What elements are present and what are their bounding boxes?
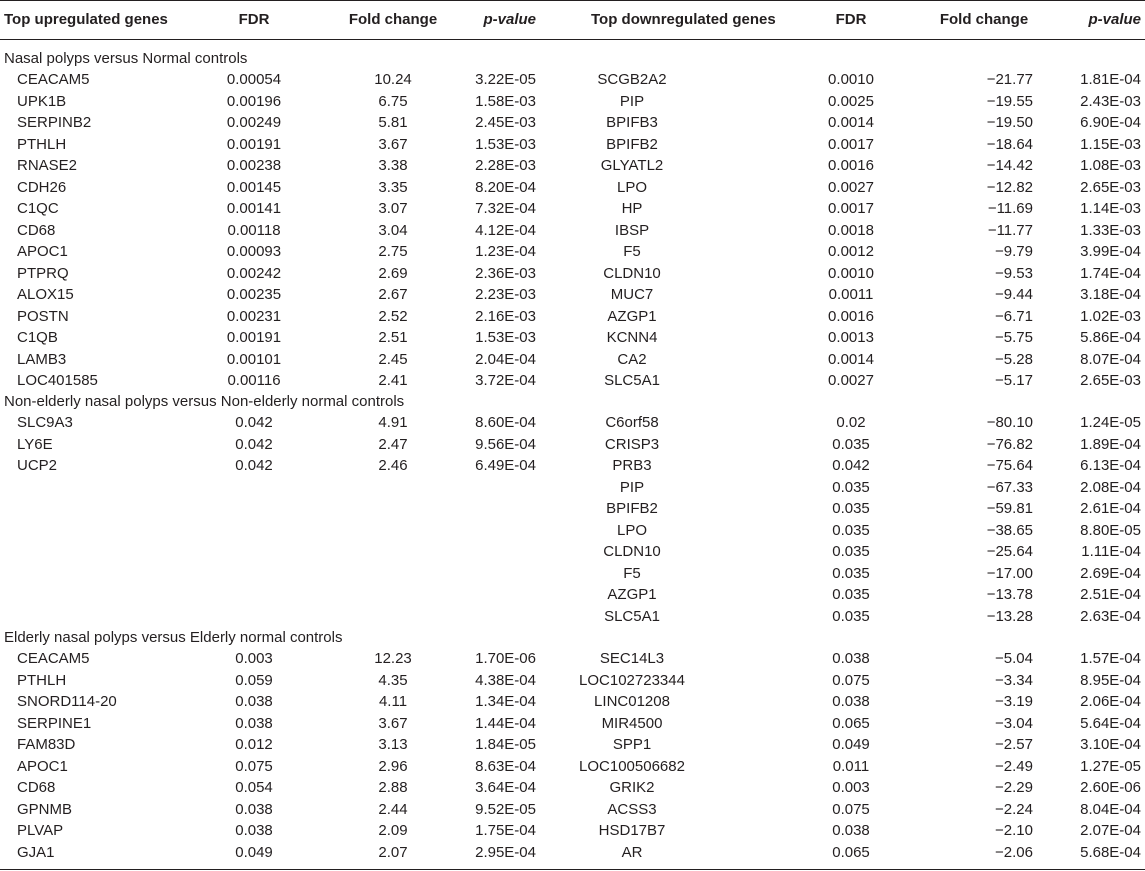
downregulated-fold-change: −5.17	[995, 372, 1033, 389]
header-p-value-down	[1088, 9, 1141, 30]
downregulated-p-value: 1.02E-03	[1080, 307, 1141, 325]
downregulated-p-value: 2.63E-04	[1080, 607, 1141, 625]
downregulated-fdr: 0.049	[832, 736, 870, 753]
downregulated-gene: PIP	[619, 92, 645, 110]
upregulated-p-value: 1.70E-06	[475, 650, 536, 667]
upregulated-fold-change: 3.13	[378, 736, 408, 753]
downregulated-fdr: 0.0016	[828, 157, 874, 174]
upregulated-gene: APOC1	[17, 243, 68, 260]
downregulated-p-value: 1.08E-03	[1080, 157, 1141, 174]
downregulated-p-value: 5.86E-04	[1080, 329, 1141, 346]
upregulated-gene: PTHLH	[17, 135, 67, 153]
downregulated-p-value: 6.90E-04	[1080, 114, 1141, 131]
upregulated-gene: FAM83D	[17, 736, 76, 753]
upregulated-fdr: 0.00145	[226, 178, 282, 196]
downregulated-fold-change: −14.42	[986, 157, 1033, 174]
downregulated-p-value: 1.57E-04	[1080, 650, 1141, 667]
upregulated-p-value: 2.95E-04	[475, 843, 536, 861]
bottom-rule	[0, 869, 1145, 870]
downregulated-p-value: 2.60E-06	[1080, 779, 1141, 796]
upregulated-p-value: 9.56E-04	[475, 435, 536, 453]
upregulated-p-value: 1.34E-04	[475, 693, 536, 710]
downregulated-p-value: 1.11E-04	[1081, 543, 1141, 560]
downregulated-gene: F5	[623, 243, 641, 260]
downregulated-p-value: 8.07E-04	[1080, 350, 1141, 368]
upregulated-gene: CD68	[17, 779, 56, 796]
downregulated-fdr: 0.035	[832, 478, 870, 496]
downregulated-fold-change: −38.65	[986, 521, 1033, 539]
upregulated-p-value: 2.16E-03	[475, 307, 536, 325]
upregulated-fdr: 0.00191	[226, 135, 282, 153]
downregulated-fold-change: −2.06	[995, 843, 1033, 861]
downregulated-fold-change: −2.57	[995, 736, 1033, 753]
upregulated-gene: PLVAP	[17, 822, 64, 839]
downregulated-fold-change: −13.78	[986, 586, 1033, 603]
upregulated-fdr: 0.059	[235, 671, 273, 689]
upregulated-fdr: 0.038	[235, 693, 273, 710]
upregulated-p-value: 2.23E-03	[475, 286, 536, 303]
upregulated-fdr: 0.00191	[226, 329, 282, 346]
upregulated-fold-change: 3.04	[378, 221, 408, 239]
downregulated-gene: CRISP3	[604, 435, 660, 453]
upregulated-p-value: 1.53E-03	[475, 329, 536, 346]
header-fdr-up: FDR	[238, 11, 270, 28]
downregulated-p-value: 8.95E-04	[1080, 671, 1141, 689]
downregulated-gene: MUC7	[610, 286, 654, 303]
upregulated-fold-change: 3.38	[378, 157, 408, 174]
downregulated-p-value: 2.65E-03	[1080, 372, 1141, 389]
upregulated-fold-change: 3.35	[378, 178, 408, 196]
downregulated-gene: LOC102723344	[579, 671, 685, 689]
downregulated-fdr: 0.0011	[828, 286, 874, 303]
downregulated-fdr: 0.0014	[828, 350, 874, 368]
upregulated-fdr: 0.003	[235, 650, 273, 667]
downregulated-fold-change: −76.82	[986, 435, 1033, 453]
downregulated-fold-change: −19.55	[986, 92, 1033, 110]
downregulated-fdr: 0.035	[832, 521, 870, 539]
downregulated-p-value: 1.14E-03	[1080, 200, 1141, 217]
downregulated-gene: IBSP	[614, 221, 650, 239]
upregulated-fdr: 0.038	[235, 800, 273, 818]
upregulated-gene: RNASE2	[17, 157, 78, 174]
upregulated-fdr: 0.00116	[227, 372, 281, 389]
section-title: Nasal polyps versus Normal controls	[4, 50, 248, 67]
upregulated-fold-change: 3.07	[378, 200, 408, 217]
upregulated-p-value: 1.23E-04	[475, 243, 536, 260]
downregulated-fold-change: −3.19	[995, 693, 1033, 710]
upregulated-fold-change: 12.23	[374, 650, 412, 667]
upregulated-fold-change: 2.96	[378, 757, 408, 775]
header-top-upregulated-genes: Top upregulated genes	[4, 11, 168, 28]
downregulated-gene: SPP1	[612, 736, 652, 753]
downregulated-p-value: 2.43E-03	[1080, 92, 1141, 110]
downregulated-fdr: 0.075	[832, 800, 870, 818]
downregulated-gene: CA2	[617, 350, 647, 368]
upregulated-p-value: 3.64E-04	[475, 779, 536, 796]
upregulated-fold-change: 2.46	[378, 457, 408, 474]
upregulated-fdr: 0.00231	[226, 307, 282, 325]
downregulated-gene: PIP	[619, 478, 645, 496]
downregulated-fold-change: −9.79	[995, 243, 1033, 260]
downregulated-fdr: 0.035	[832, 607, 870, 625]
downregulated-fold-change: −75.64	[986, 457, 1033, 474]
downregulated-fold-change: −11.77	[987, 221, 1033, 239]
upregulated-p-value: 8.63E-04	[475, 757, 536, 775]
downregulated-p-value: 8.04E-04	[1080, 800, 1141, 818]
downregulated-p-value: 8.80E-05	[1080, 521, 1141, 539]
upregulated-p-value: 1.53E-03	[475, 135, 536, 153]
upregulated-p-value: 1.44E-04	[475, 714, 536, 732]
upregulated-fdr: 0.042	[235, 414, 273, 431]
downregulated-fdr: 0.02	[836, 414, 866, 431]
downregulated-fdr: 0.035	[832, 500, 870, 517]
upregulated-fold-change: 2.75	[378, 243, 408, 260]
upregulated-p-value: 1.58E-03	[475, 92, 536, 110]
downregulated-p-value: 1.27E-05	[1080, 757, 1141, 775]
upregulated-fdr: 0.012	[235, 736, 273, 753]
upregulated-fdr: 0.00141	[226, 200, 282, 217]
upregulated-gene: APOC1	[17, 757, 68, 775]
upregulated-fdr: 0.054	[235, 779, 273, 796]
upregulated-fdr: 0.049	[235, 843, 273, 861]
downregulated-gene: KCNN4	[606, 329, 658, 346]
downregulated-gene: CLDN10	[603, 543, 661, 560]
upregulated-fold-change: 2.51	[378, 329, 408, 346]
upregulated-gene: PTHLH	[17, 671, 67, 689]
downregulated-fdr: 0.011	[832, 757, 870, 775]
upregulated-fdr: 0.00249	[226, 114, 282, 131]
downregulated-gene: AZGP1	[607, 307, 657, 325]
header-fold-change-down: Fold change	[939, 11, 1029, 28]
upregulated-fdr: 0.00093	[226, 243, 282, 260]
upregulated-p-value: 4.38E-04	[475, 671, 536, 689]
downregulated-fold-change: −2.29	[995, 779, 1033, 796]
downregulated-p-value: 5.68E-04	[1080, 843, 1141, 861]
downregulated-p-value: 1.74E-04	[1080, 264, 1141, 282]
downregulated-fdr: 0.0012	[828, 243, 874, 260]
downregulated-fdr: 0.0027	[828, 372, 874, 389]
upregulated-p-value: 8.20E-04	[475, 178, 536, 196]
upregulated-fdr: 0.00101	[226, 350, 282, 368]
downregulated-fdr: 0.0013	[828, 329, 874, 346]
downregulated-fdr: 0.0014	[828, 114, 874, 131]
downregulated-p-value: 1.89E-04	[1080, 435, 1141, 453]
downregulated-fold-change: −67.33	[986, 478, 1033, 496]
downregulated-fold-change: −9.53	[995, 264, 1033, 282]
downregulated-gene: AZGP1	[607, 586, 657, 603]
downregulated-fdr: 0.075	[832, 671, 870, 689]
downregulated-fdr: 0.038	[832, 693, 870, 710]
upregulated-gene: SNORD114-20	[17, 693, 117, 710]
header-p-value-up-text: p-value	[483, 11, 536, 28]
upregulated-fdr: 0.038	[235, 714, 273, 732]
downregulated-fdr: 0.0016	[828, 307, 874, 325]
upregulated-fold-change: 4.35	[378, 671, 408, 689]
downregulated-gene: CLDN10	[603, 264, 661, 282]
upregulated-fold-change: 2.44	[378, 800, 408, 818]
upregulated-fold-change: 4.91	[378, 414, 408, 431]
upregulated-fold-change: 2.41	[378, 372, 408, 389]
upregulated-fdr: 0.075	[235, 757, 273, 775]
downregulated-gene: LOC100506682	[579, 757, 685, 775]
downregulated-fdr: 0.035	[832, 564, 870, 582]
top-rule	[0, 0, 1145, 1]
section-title: Non-elderly nasal polyps versus Non-elderly normal controls	[4, 393, 405, 410]
downregulated-gene: F5	[623, 564, 641, 582]
downregulated-gene: MIR4500	[601, 714, 663, 732]
upregulated-fold-change: 2.67	[378, 286, 408, 303]
upregulated-gene: CDH26	[17, 178, 67, 196]
downregulated-p-value: 1.33E-03	[1080, 221, 1141, 239]
upregulated-gene: POSTN	[17, 307, 69, 325]
upregulated-gene: LAMB3	[17, 350, 67, 368]
downregulated-gene: LPO	[616, 521, 648, 539]
downregulated-fdr: 0.038	[832, 822, 870, 839]
downregulated-fold-change: −80.10	[986, 414, 1033, 431]
upregulated-gene: UCP2	[17, 457, 58, 474]
header-rule	[0, 39, 1145, 40]
downregulated-fold-change: −17.00	[986, 564, 1033, 582]
downregulated-p-value: 6.13E-04	[1080, 457, 1141, 474]
downregulated-fold-change: −25.64	[986, 543, 1033, 560]
upregulated-gene: GPNMB	[17, 800, 73, 818]
header-top-downregulated-genes: Top downregulated genes	[591, 11, 776, 28]
downregulated-fdr: 0.035	[832, 543, 870, 560]
downregulated-fold-change: −12.82	[986, 178, 1033, 196]
downregulated-fdr: 0.038	[832, 650, 870, 667]
downregulated-fold-change: −6.71	[995, 307, 1033, 325]
downregulated-fold-change: −13.28	[986, 607, 1033, 625]
downregulated-fold-change: −18.64	[986, 135, 1033, 153]
downregulated-fdr: 0.035	[832, 586, 870, 603]
downregulated-fdr: 0.042	[832, 457, 870, 474]
upregulated-fold-change: 4.11	[378, 693, 408, 710]
downregulated-fold-change: −19.50	[986, 114, 1033, 131]
downregulated-p-value: 5.64E-04	[1080, 714, 1141, 732]
downregulated-fdr: 0.0010	[828, 264, 874, 282]
upregulated-gene: LY6E	[17, 435, 53, 453]
downregulated-fold-change: −5.28	[995, 350, 1033, 368]
downregulated-fold-change: −21.77	[986, 71, 1033, 88]
upregulated-fold-change: 2.47	[378, 435, 408, 453]
upregulated-p-value: 2.36E-03	[475, 264, 536, 282]
upregulated-p-value: 2.28E-03	[475, 157, 536, 174]
downregulated-gene: C6orf58	[605, 414, 659, 431]
downregulated-fold-change: −59.81	[986, 500, 1033, 517]
upregulated-gene: PTPRQ	[17, 264, 69, 282]
downregulated-p-value: 3.10E-04	[1080, 736, 1141, 753]
downregulated-fold-change: −5.04	[995, 650, 1033, 667]
upregulated-gene: SERPINB2	[17, 114, 92, 131]
downregulated-gene: LPO	[616, 178, 648, 196]
upregulated-gene: LOC401585	[17, 372, 98, 389]
header-p-value-down-text: p-value	[1088, 11, 1141, 28]
downregulated-gene: BPIFB2	[606, 500, 658, 517]
upregulated-fdr: 0.00242	[226, 264, 282, 282]
upregulated-fold-change: 2.07	[378, 843, 408, 861]
header-p-value-up	[483, 9, 536, 30]
downregulated-gene: LINC01208	[594, 693, 670, 710]
downregulated-p-value: 2.07E-04	[1080, 822, 1141, 839]
upregulated-gene: SERPINE1	[17, 714, 92, 732]
downregulated-fdr: 0.065	[832, 843, 870, 861]
downregulated-fdr: 0.0017	[828, 135, 874, 153]
upregulated-fdr: 0.042	[235, 435, 273, 453]
upregulated-p-value: 4.12E-04	[475, 221, 536, 239]
downregulated-fdr: 0.065	[832, 714, 870, 732]
downregulated-fdr: 0.0010	[828, 71, 874, 88]
downregulated-fold-change: −2.24	[995, 800, 1033, 818]
upregulated-fold-change: 2.45	[378, 350, 408, 368]
downregulated-p-value: 1.24E-05	[1080, 414, 1141, 431]
downregulated-fdr: 0.003	[832, 779, 870, 796]
downregulated-fold-change: −2.49	[995, 757, 1033, 775]
downregulated-gene: AR	[621, 843, 643, 861]
upregulated-gene: CEACAM5	[17, 650, 90, 667]
upregulated-fdr: 0.00054	[226, 71, 282, 88]
downregulated-gene: ACSS3	[607, 800, 657, 818]
upregulated-fold-change: 6.75	[378, 92, 408, 110]
downregulated-gene: PRB3	[612, 457, 652, 474]
upregulated-gene: CEACAM5	[17, 71, 90, 88]
downregulated-p-value: 2.61E-04	[1080, 500, 1141, 517]
downregulated-fdr: 0.0017	[828, 200, 874, 217]
upregulated-p-value: 1.84E-05	[475, 736, 536, 753]
upregulated-p-value: 2.45E-03	[475, 114, 536, 131]
downregulated-p-value: 2.69E-04	[1080, 564, 1141, 582]
downregulated-gene: SCGB2A2	[597, 71, 667, 88]
upregulated-fold-change: 3.67	[378, 714, 408, 732]
upregulated-p-value: 1.75E-04	[475, 822, 536, 839]
upregulated-fdr: 0.038	[235, 822, 273, 839]
upregulated-fold-change: 2.52	[378, 307, 408, 325]
downregulated-fdr: 0.0027	[828, 178, 874, 196]
upregulated-fdr: 0.00118	[227, 221, 281, 239]
downregulated-fold-change: −9.44	[995, 286, 1033, 303]
downregulated-p-value: 1.81E-04	[1080, 71, 1141, 88]
upregulated-fdr: 0.00196	[226, 92, 282, 110]
upregulated-fold-change: 10.24	[374, 71, 412, 88]
downregulated-fdr: 0.0025	[828, 92, 874, 110]
downregulated-p-value: 2.65E-03	[1080, 178, 1141, 196]
upregulated-fdr: 0.042	[235, 457, 273, 474]
downregulated-fdr: 0.035	[832, 435, 870, 453]
downregulated-p-value: 2.51E-04	[1080, 586, 1141, 603]
upregulated-fold-change: 2.88	[378, 779, 408, 796]
downregulated-p-value: 1.15E-03	[1080, 135, 1141, 153]
upregulated-p-value: 8.60E-04	[475, 414, 536, 431]
upregulated-gene: C1QB	[17, 329, 58, 346]
downregulated-gene: HP	[621, 200, 643, 217]
downregulated-gene: SEC14L3	[599, 650, 665, 667]
downregulated-fold-change: −3.34	[995, 671, 1033, 689]
downregulated-gene: BPIFB3	[606, 114, 658, 131]
upregulated-fdr: 0.00238	[226, 157, 282, 174]
upregulated-fold-change: 2.69	[378, 264, 408, 282]
header-fold-change-up: Fold change	[348, 11, 438, 28]
header-fdr-down: FDR	[835, 11, 867, 28]
upregulated-gene: ALOX15	[17, 286, 74, 303]
upregulated-p-value: 3.72E-04	[475, 372, 536, 389]
downregulated-p-value: 3.18E-04	[1080, 286, 1141, 303]
upregulated-p-value: 3.22E-05	[475, 71, 536, 88]
upregulated-gene: C1QC	[17, 200, 59, 217]
downregulated-gene: SLC5A1	[604, 607, 660, 625]
downregulated-fold-change: −5.75	[995, 329, 1033, 346]
upregulated-p-value: 7.32E-04	[475, 200, 536, 217]
upregulated-fold-change: 3.67	[378, 135, 408, 153]
downregulated-gene: HSD17B7	[598, 822, 666, 839]
upregulated-gene: SLC9A3	[17, 414, 73, 431]
upregulated-gene: GJA1	[17, 843, 55, 861]
downregulated-gene: GRIK2	[609, 779, 655, 796]
downregulated-fold-change: −2.10	[995, 822, 1033, 839]
section-title: Elderly nasal polyps versus Elderly normal controls	[4, 629, 343, 646]
downregulated-fold-change: −11.69	[987, 200, 1033, 217]
downregulated-fold-change: −3.04	[995, 714, 1033, 732]
downregulated-gene: SLC5A1	[604, 372, 660, 389]
upregulated-p-value: 9.52E-05	[475, 800, 536, 818]
downregulated-p-value: 2.06E-04	[1080, 693, 1141, 710]
upregulated-gene: UPK1B	[17, 92, 67, 110]
downregulated-gene: BPIFB2	[606, 135, 658, 153]
upregulated-gene: CD68	[17, 221, 56, 239]
upregulated-p-value: 2.04E-04	[475, 350, 536, 368]
upregulated-p-value: 6.49E-04	[475, 457, 536, 474]
downregulated-p-value: 3.99E-04	[1080, 243, 1141, 260]
upregulated-fold-change: 5.81	[378, 114, 408, 131]
downregulated-p-value: 2.08E-04	[1080, 478, 1141, 496]
upregulated-fdr: 0.00235	[226, 286, 282, 303]
upregulated-fold-change: 2.09	[378, 822, 408, 839]
downregulated-gene: GLYATL2	[600, 157, 664, 174]
downregulated-fdr: 0.0018	[828, 221, 874, 239]
